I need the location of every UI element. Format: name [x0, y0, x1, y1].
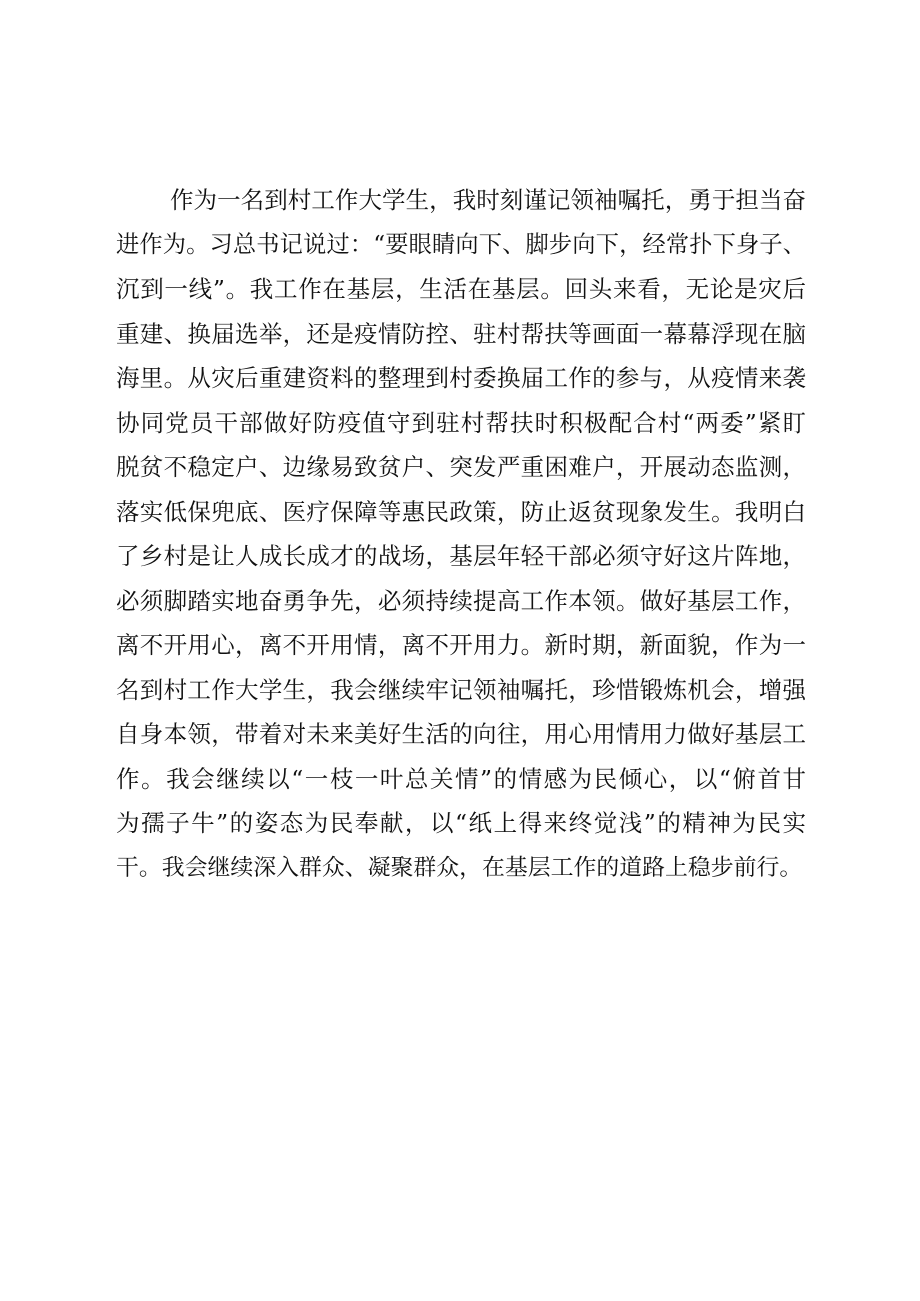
paragraph-line: 了乡村是让人成长成才的战场，基层年轻干部必须守好这片阵地， — [116, 542, 806, 570]
paragraph-line: 脱贫不稳定户、边缘易致贫户、突发严重困难户，开展动态监测， — [116, 453, 806, 481]
paragraph-line: 为孺子牛”的姿态为民奉献，以“纸上得来终觉浅”的精神为民实 — [116, 809, 806, 837]
paragraph-line: 作。我会继续以“一枝一叶总关情”的情感为民倾心，以“俯首甘 — [116, 764, 806, 793]
paragraph-line: 干。我会继续深入群众、凝聚群众，在基层工作的道路上稳步前行。 — [116, 854, 803, 881]
body-paragraph — [116, 178, 806, 890]
paragraph-line: 自身本领，带着对未来美好生活的向往，用心用情用力做好基层工 — [116, 720, 806, 748]
paragraph-line: 必须脚踏实地奋勇争先，必须持续提高工作本领。做好基层工作， — [116, 586, 806, 615]
paragraph-line: 海里。从灾后重建资料的整理到村委换届工作的参与，从疫情来袭 — [116, 364, 806, 392]
paragraph-line: 作为一名到村工作大学生，我时刻谨记领袖嘱托，勇于担当奋 — [170, 186, 806, 214]
paragraph-line: 重建、换届选举，还是疫情防控、驻村帮扶等画面一幕幕浮现在脑 — [116, 319, 806, 348]
paragraph-line: 协同党员干部做好防疫值守到驻村帮扶时积极配合村“两委”紧盯 — [116, 408, 806, 437]
paragraph-line: 名到村工作大学生，我会继续牢记领袖嘱托，珍惜锻炼机会，增强 — [116, 675, 806, 704]
paragraph-line: 落实低保兜底、医疗保障等惠民政策，防止返贫现象发生。我明白 — [116, 497, 806, 526]
paragraph-line: 沉到一线”。我工作在基层，生活在基层。回头来看，无论是灾后 — [116, 275, 806, 303]
paragraph-line: 进作为。习总书记说过：“要眼睛向下、脚步向下，经常扑下身子、 — [116, 230, 806, 258]
paragraph-line: 离不开用心，离不开用情，离不开用力。新时期，新面貌，作为一 — [116, 631, 806, 659]
